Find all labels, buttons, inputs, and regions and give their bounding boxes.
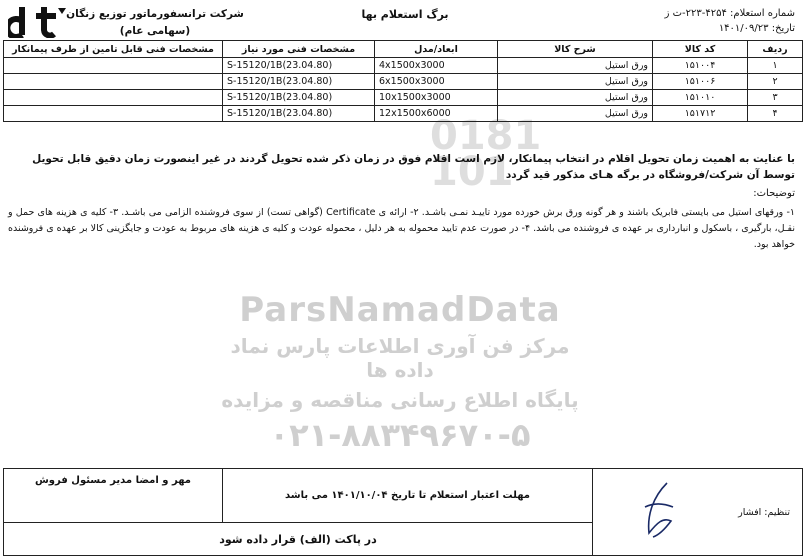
background-ghost-digits: 0181 101 <box>430 113 542 195</box>
cell-desc: ورق استیل <box>498 90 653 106</box>
table-row <box>4 90 803 106</box>
cell-dim: 4x1500x3000 <box>375 58 498 74</box>
table-row <box>4 106 803 122</box>
signature-icon <box>623 477 693 541</box>
cell-dim: 10x1500x3000 <box>375 90 498 106</box>
cell-row: ۳ <box>748 90 803 106</box>
validity-text: مهلت اعتبار استعلام تا تاریخ ۱۴۰۱/۱۰/۰۴ می باشد <box>285 490 530 501</box>
cell-dim: 6x1500x3000 <box>375 74 498 90</box>
cell-spec: S-15120/1B(23.04.80) <box>223 90 375 106</box>
col-spec: مشخصات فنی مورد نیاز <box>223 41 375 58</box>
col-desc: شرح کالا <box>498 41 653 58</box>
inquiry-number-line <box>625 6 795 21</box>
watermark-portal: پایگاه اطلاع رسانی مناقصه و مزایده <box>221 388 579 412</box>
cell-code: ۱۵۱۰۱۰ <box>653 90 748 106</box>
cell-desc: ورق استیل <box>498 106 653 122</box>
signature-cell <box>4 469 223 523</box>
packet-text: در پاکت (الف) قرار داده شود <box>219 532 377 546</box>
cell-row: ۱ <box>748 58 803 74</box>
company-line1: شرکت ترانسفورماتور توزیع زنگان <box>66 8 244 20</box>
cell-supplier[interactable] <box>4 74 223 90</box>
watermark-center: مرکز فن آوری اطلاعات پارس نماد داده ها <box>230 334 570 382</box>
company-name <box>65 6 245 40</box>
delivery-notice: با عنایت به اهمیت زمان تحویل اقلام در انتخاب پیمانکار، لازم است اقلام فوق در زمان ذکر شده تحویل گردند در غیر اینصورت زمان دقیق قابل تحویل توسط آن شرکت/فروشگاه در برگه هـای مذکور قید گردد <box>32 153 795 181</box>
cell-supplier[interactable] <box>4 58 223 74</box>
dt-logo-icon <box>8 4 70 38</box>
table-row <box>4 74 803 90</box>
watermark-brand: ParsNamadData <box>239 290 561 330</box>
cell-row: ۴ <box>748 106 803 122</box>
watermark <box>220 290 580 454</box>
cell-supplier[interactable] <box>4 90 223 106</box>
table-header-row <box>4 41 803 58</box>
footer-table <box>3 468 803 556</box>
explanations-text: ۱- ورقهای استیل می بایستی فابریک باشند و هر گونه ورق برش خورده مورد تاییـد نمـی باشـد. ۲- ارائه ی Certificate (گواهی تست) از سوی فروشنده الزامی می باشـد. ۳- کلیه ی هزینه های حمل و نقـل، بارگیری ، باسکول و انبارداری بر عهده ی فروشنده می باشد. ۴- در صورت عدم تایید محموله به هر دلیل ، محموله عودت و کلیه ی هزینه های مربوط به عودت و جایگزینی کالا بر عهده ی فروشنده خواهد بود. <box>8 207 796 250</box>
validity-cell <box>223 469 593 523</box>
date-label: تاریخ: <box>771 23 795 34</box>
inquiry-meta <box>625 6 795 36</box>
cell-desc: ورق استیل <box>498 58 653 74</box>
inquiry-number: ۴۲۵۴-۲۲۳-ت ز <box>664 8 727 19</box>
prepared-by: تنظیم: افشار <box>738 506 790 518</box>
cell-code: ۱۵۱۰۰۶ <box>653 74 748 90</box>
company-logo <box>8 4 70 38</box>
cell-desc: ورق استیل <box>498 74 653 90</box>
date-value: ۱۴۰۱/۰۹/۲۳ <box>718 23 769 34</box>
watermark-phone: ۰۲۱-۸۸۳۴۹۶۷۰-۵ <box>269 416 531 454</box>
cell-dim: 12x1500x6000 <box>375 106 498 122</box>
cell-code: ۱۵۱۰۰۴ <box>653 58 748 74</box>
signature-label: مهر و امضا مدیر مسئول فروش <box>35 475 191 486</box>
form-title: برگ استعلام بها <box>361 8 449 21</box>
cell-spec: S-15120/1B(23.04.80) <box>223 58 375 74</box>
cell-supplier[interactable] <box>4 106 223 122</box>
cell-spec: S-15120/1B(23.04.80) <box>223 106 375 122</box>
col-dim: ابعاد/مدل <box>375 41 498 58</box>
explanations-title: توضیحات: <box>753 188 795 199</box>
cell-spec: S-15120/1B(23.04.80) <box>223 74 375 90</box>
cell-code: ۱۵۱۷۱۲ <box>653 106 748 122</box>
col-supplier: مشخصات فنی قابل تامین از طرف پیمانکار <box>4 41 223 58</box>
inquiry-label: شماره استعلام: <box>730 8 795 19</box>
footer-row-top <box>4 469 803 523</box>
cell-row: ۲ <box>748 74 803 90</box>
table-row <box>4 58 803 74</box>
date-line <box>625 21 795 36</box>
company-line2: (سهامی عام) <box>119 25 191 37</box>
items-table <box>3 40 803 122</box>
col-row: ردیف <box>748 41 803 58</box>
packet-cell <box>4 523 593 556</box>
prepared-by-cell <box>593 469 803 556</box>
col-code: کد کالا <box>653 41 748 58</box>
